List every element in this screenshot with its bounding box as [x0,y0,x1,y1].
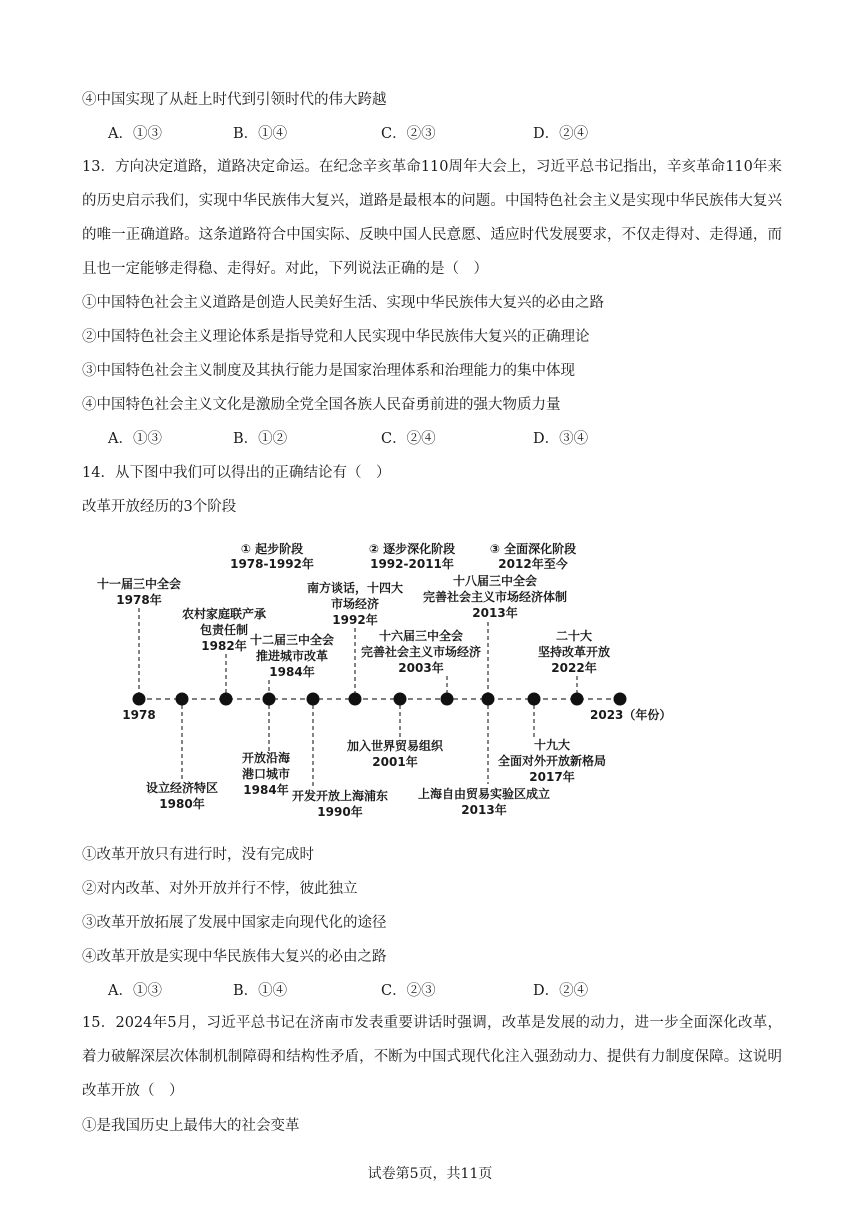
timeline-dot-1992 [349,693,362,706]
event-2001-line2: 2001年 [372,755,418,769]
q12-option-c: C．②③ [381,126,436,142]
q13-item-4: ④中国特色社会主义文化是激励全党全国各族人民奋勇前进的强大物质力量 [82,397,561,413]
stage-3-range: 2012年至今 [498,557,568,571]
event-1980-line2: 1980年 [159,797,205,811]
event-2013-below-line1: 上海自由贸易实验区成立 [417,787,551,801]
event-1978-line1: 十一届三中全会 [96,577,182,591]
event-2017-line1: 十九大 [533,738,571,752]
q13-option-c: C．②④ [381,431,436,447]
timeline-dot-1984 [263,693,276,706]
figure-caption: 改革开放经历的3个阶段 [82,499,237,515]
event-1984-above-line1: 十二届三中全会 [249,633,335,647]
q14-item-4: ④改革开放是实现中华民族伟大复兴的必由之路 [82,949,387,965]
stage-1-name: ① 起步阶段 [240,542,304,556]
timeline-dot-2003 [441,693,454,706]
event-1984-below-line2: 港口城市 [241,767,291,781]
q12-option-b: B．①④ [233,126,288,142]
timeline-dot-1978 [133,693,146,706]
q12-item-4: ④中国实现了从赶上时代到引领时代的伟大跨越 [82,92,387,108]
q12-option-a: A．①③ [108,126,162,142]
event-2022-line3: 2022年 [551,661,597,675]
event-1990-line1: 开发开放上海浦东 [291,789,389,803]
event-2013-above-line2: 完善社会主义市场经济体制 [422,590,568,604]
timeline-dot-1982 [220,693,233,706]
q14-option-b: B．①④ [233,983,288,999]
event-1992-line2: 市场经济 [330,597,380,611]
q13-stem: 13．方向决定道路，道路决定命运。在纪念辛亥革命110周年大会上，习近平总书记指出，辛亥革命110年来的历史启示我们，实现中华民族伟大复兴，道路是最根本的问题。中国特色社会主义是实现中华民族伟大复兴的唯一正确道路。这条道路符合中国实际、反映中国人民意愿、适应时代发展要求，不仅走得对、走得通，而且也一定能够走得稳、走得好。对此，下列说法正确的是（ ） [82,159,782,277]
stage-2-name: ② 逐步深化阶段 [368,542,456,556]
q14-item-2: ②对内改革、对外开放并行不悖，彼此独立 [82,881,358,897]
event-2022-line1: 二十大 [555,629,593,643]
q12-option-d: D．②④ [533,126,589,142]
event-1978-line2: 1978年 [116,593,162,607]
q14-option-a: A．①③ [108,983,162,999]
event-2003-line3: 2003年 [398,661,444,675]
q13-option-a: A．①③ [108,431,162,447]
reform-timeline-figure [0,530,860,830]
timeline-dot-1990 [307,693,320,706]
timeline-dot-1980 [176,693,189,706]
event-1984-above-line2: 推进城市改革 [255,649,329,663]
timeline-dot-2013 [482,693,495,706]
event-2003-line2: 完善社会主义市场经济 [360,645,482,659]
event-1992-line1: 南方谈话，十四大 [306,581,404,595]
q15-item-1: ①是我国历史上最伟大的社会变革 [82,1118,300,1134]
q13-item-1: ①中国特色社会主义道路是创造人民美好生活、实现中华民族伟大复兴的必由之路 [82,295,604,311]
axis-start-label: 1978 [122,708,156,722]
timeline-dot-2017 [528,693,541,706]
q13-option-d: D．③④ [533,431,589,447]
axis-end-label: 2023（年份） [590,708,672,722]
stage-2-range: 1992-2011年 [370,557,454,571]
event-1984-above-line3: 1984年 [269,665,315,679]
event-2022-line2: 坚持改革开放 [537,645,611,659]
timeline-dot-2022 [571,693,584,706]
event-2017-line3: 2017年 [529,770,575,784]
event-1992-line3: 1992年 [332,613,378,627]
q14-stem: 14．从下图中我们可以得出的正确结论有（ ） [82,465,391,481]
event-2013-above-line1: 十八届三中全会 [452,574,538,588]
event-1980-line1: 设立经济特区 [145,781,219,795]
q15-stem: 15．2024年5月，习近平总书记在济南市发表重要讲话时强调，改革是发展的动力，进一步全面深化改革，着力破解深层次体制机制障碍和结构性矛盾，不断为中国式现代化注入强劲动力、提供有力制度保障。这说明改革开放（ ） [82,1015,782,1099]
event-1984-below-line3: 1984年 [243,783,289,797]
event-1990-line2: 1990年 [317,805,363,819]
q13-option-b: B．①② [233,431,288,447]
event-1982-line2: 包责任制 [199,623,249,637]
page-footer: 试卷第5页，共11页 [367,1166,493,1182]
event-2003-line1: 十六届三中全会 [378,629,464,643]
stage-1-range: 1978-1992年 [230,557,314,571]
event-1982-line3: 1982年 [201,639,247,653]
q13-item-2: ②中国特色社会主义理论体系是指导党和人民实现中华民族伟大复兴的正确理论 [82,329,590,345]
event-2013-above-line3: 2013年 [472,606,518,620]
event-2017-line2: 全面对外开放新格局 [497,754,607,768]
timeline-dot-2001 [394,693,407,706]
stage-3-name: ③ 全面深化阶段 [489,542,577,556]
event-2001-line1: 加入世界贸易组织 [346,739,444,753]
event-2013-below-line2: 2013年 [461,803,507,817]
event-1982-line1: 农村家庭联产承 [181,607,267,621]
q14-option-d: D．②④ [533,983,589,999]
event-1984-below-line1: 开放沿海 [241,751,291,765]
q14-item-3: ③改革开放拓展了发展中国家走向现代化的途径 [82,915,387,931]
timeline-dot-2023 [614,693,627,706]
q14-option-c: C．②③ [381,983,436,999]
q14-item-1: ①改革开放只有进行时，没有完成时 [82,847,314,863]
q13-item-3: ③中国特色社会主义制度及其执行能力是国家治理体系和治理能力的集中体现 [82,363,575,379]
